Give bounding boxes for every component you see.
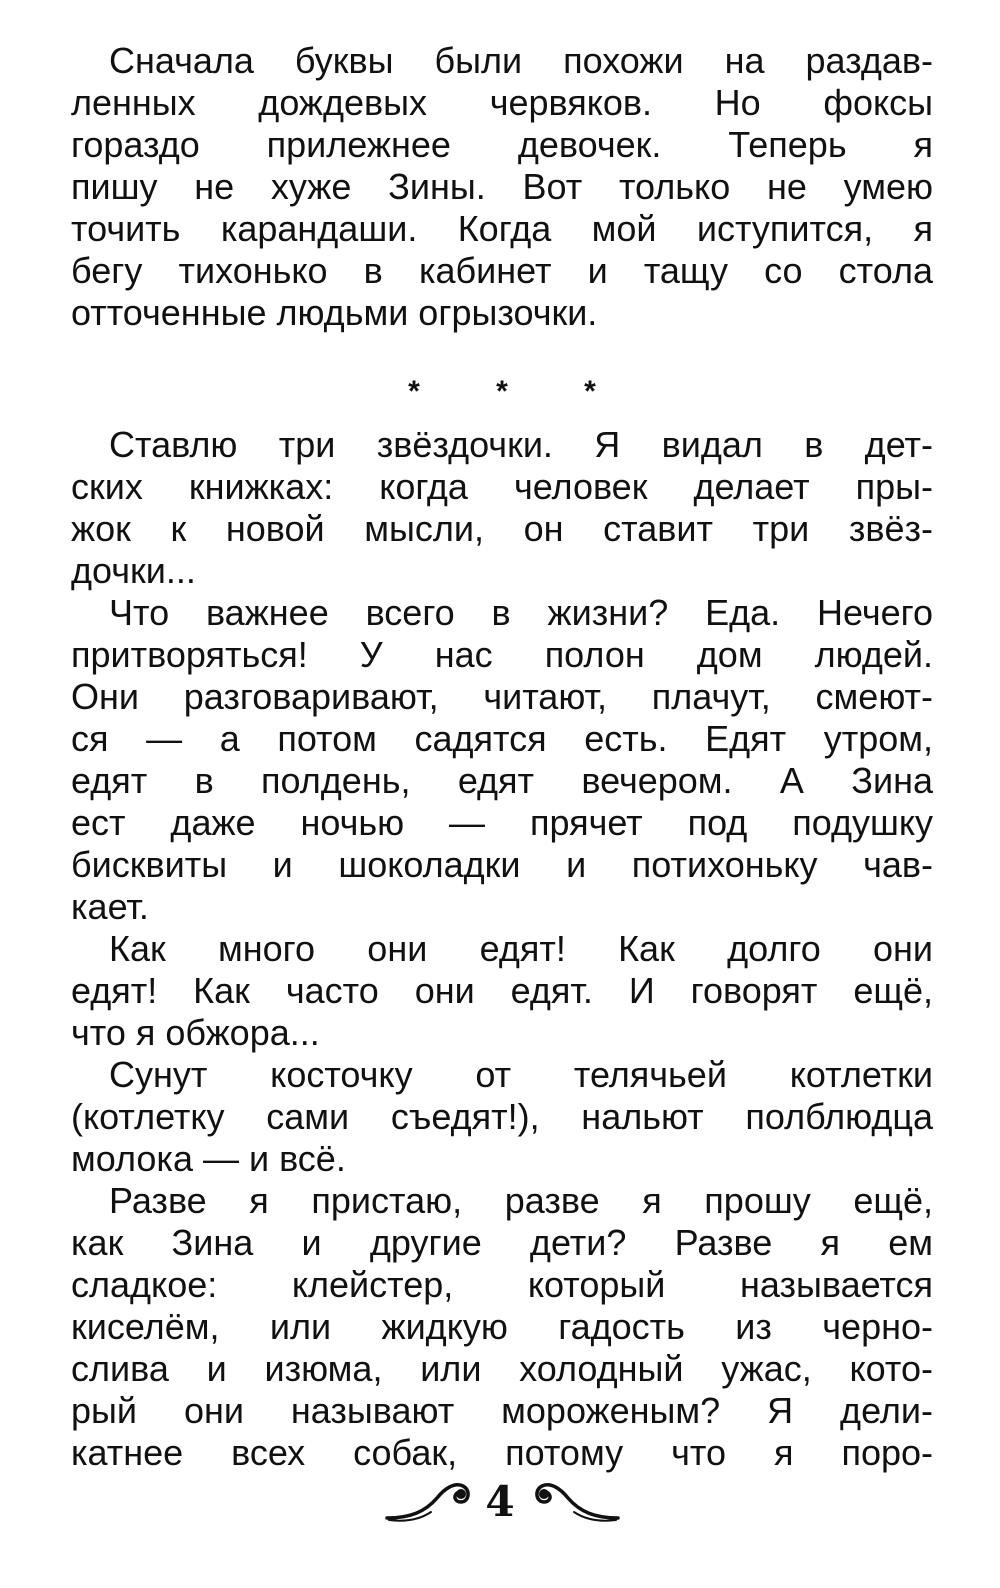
text-line: притворяться! У нас полон дом людей. xyxy=(71,634,933,675)
swirl-right-icon xyxy=(530,1472,620,1532)
text-line: катнее всех собак, потому что я поро- xyxy=(71,1432,933,1473)
text-line: ся — а потом садятся есть. Едят утром, xyxy=(71,718,933,759)
text-line: дочки... xyxy=(71,550,196,591)
text-line: ест даже ночью — прячет под подушку xyxy=(71,802,933,843)
paragraph-3 xyxy=(71,592,933,928)
text-line: едят! Как часто они едят. И говорят ещё, xyxy=(71,970,933,1011)
text-line: жок к новой мысли, он ставит три звёз- xyxy=(71,508,933,549)
text-line: Что важнее всего в жизни? Еда. Нечего xyxy=(109,592,933,633)
text-line: (котлетку сами съедят!), нальют полблюдца xyxy=(71,1096,933,1137)
text-line: бегу тихонько в кабинет и тащу со стола xyxy=(71,250,933,291)
text-line: Как много они едят! Как долго они xyxy=(109,928,933,969)
text-line: Разве я пристаю, разве я прошу ещё, xyxy=(109,1180,933,1221)
text-line: ских книжках: когда человек делает пры- xyxy=(71,466,933,507)
paragraph-2 xyxy=(71,424,933,592)
paragraph-6 xyxy=(71,1180,933,1474)
text-line: кает. xyxy=(71,886,149,927)
paragraph-5 xyxy=(71,1054,933,1180)
text-line: молока — и всё. xyxy=(71,1138,346,1179)
text-line: гораздо прилежнее девочек. Теперь я xyxy=(71,124,933,165)
text-line: Сунут косточку от телячьей котлетки xyxy=(109,1054,933,1095)
text-line: сладкое: клейстер, который называется xyxy=(71,1264,933,1305)
text-line: отточенные людьми огрызочки. xyxy=(71,292,598,333)
text-line: как Зина и другие дети? Разве я ем xyxy=(71,1222,933,1263)
text-line: пишу не хуже Зины. Вот только не умею xyxy=(71,166,933,207)
section-separator: * * * xyxy=(408,375,630,408)
text-line: едят в полдень, едят вечером. А Зина xyxy=(71,760,933,801)
text-line: ленных дождевых червяков. Но фоксы xyxy=(71,82,933,123)
text-line: бисквиты и шоколадки и потихоньку чав- xyxy=(71,844,933,885)
swirl-left-icon xyxy=(385,1472,475,1532)
text-line: что я обжора... xyxy=(71,1012,320,1053)
text-line: рый они называют мороженым? Я дели- xyxy=(71,1390,933,1431)
book-page xyxy=(71,40,933,1474)
page-number: 4 xyxy=(485,1477,515,1526)
spacer xyxy=(71,334,933,352)
text-line: Сначала буквы были похожи на раздав- xyxy=(109,40,933,81)
text-line: Ставлю три звёздочки. Я видал в дет- xyxy=(109,424,933,465)
paragraph-1 xyxy=(71,40,933,334)
text-line: киселём, или жидкую гадость из черно- xyxy=(71,1306,933,1347)
page-footer xyxy=(0,1472,1000,1532)
text-line: слива и изюма, или холодный ужас, кото- xyxy=(71,1348,933,1389)
text-line: точить карандаши. Когда мой иступится, я xyxy=(71,208,933,249)
paragraph-4 xyxy=(71,928,933,1054)
text-line: Они разговаривают, читают, плачут, смеют- xyxy=(71,676,933,717)
